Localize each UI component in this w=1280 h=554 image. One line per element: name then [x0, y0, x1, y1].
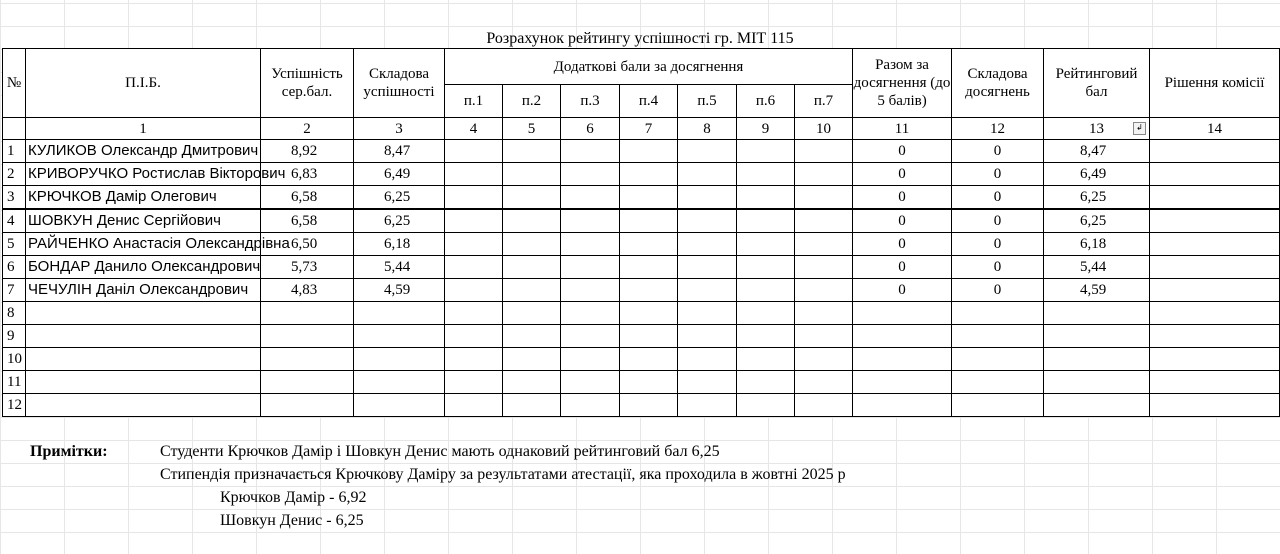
header-comp[interactable]: Складова успішності [354, 49, 445, 118]
cell-name[interactable]: ШОВКУН Денис Сергійович [26, 209, 261, 233]
col-num-label: 4 [469, 120, 478, 137]
cell-name[interactable] [26, 394, 261, 417]
cell-p4[interactable] [620, 209, 678, 233]
cell-comp[interactable]: 6,49 [354, 163, 445, 186]
cell-p6[interactable] [737, 394, 795, 417]
cell-rating[interactable]: 5,44 [1044, 256, 1150, 279]
cell-avg[interactable] [261, 302, 354, 325]
cell-ach-comp[interactable]: 0 [952, 163, 1044, 186]
cell-avg[interactable]: 4,83 [261, 279, 354, 302]
filter-dropdown-icon[interactable]: ↲ [1133, 122, 1146, 135]
col-num-label: 1 [139, 120, 147, 137]
col-num-label: 7 [644, 120, 653, 137]
cell-avg[interactable]: 6,58 [261, 186, 354, 210]
col-num-6[interactable] [561, 118, 620, 140]
cell-p3[interactable] [561, 233, 620, 256]
cell-ach-comp[interactable]: 0 [952, 140, 1044, 163]
table-row [3, 209, 1280, 233]
cell-total[interactable]: 0 [853, 140, 952, 163]
cell-avg[interactable]: 8,92 [261, 140, 354, 163]
cell-rating[interactable] [1044, 371, 1150, 394]
col-num-label: 6 [586, 120, 594, 137]
cell-total[interactable]: 0 [853, 256, 952, 279]
col-num-label: 11 [894, 120, 910, 137]
cell-p3[interactable] [561, 302, 620, 325]
note-line-2: Стипендія призначається Крючкову Даміру за результатами атестації, яка проходила в жовтні 2025 р [160, 466, 846, 483]
cell-p2[interactable] [503, 186, 561, 210]
cell-avg[interactable]: 5,73 [261, 256, 354, 279]
cell-ach-comp[interactable] [952, 394, 1044, 417]
table-row [3, 233, 1280, 256]
cell-p5[interactable] [678, 394, 737, 417]
cell-total[interactable]: 0 [853, 163, 952, 186]
cell-avg[interactable]: 6,50 [261, 233, 354, 256]
cell-no[interactable]: 8 [3, 302, 26, 325]
col-num-label: 9 [761, 120, 770, 137]
col-num-label: 12 [990, 120, 1006, 137]
cell-no[interactable]: 2 [3, 163, 26, 186]
cell-p6[interactable] [737, 256, 795, 279]
cell-avg[interactable] [261, 348, 354, 371]
table-row [3, 186, 1280, 210]
note-line-1: Студенти Крючков Дамір і Шовкун Денис мають однаковий рейтинговий бал 6,25 [160, 443, 720, 460]
cell-ach-comp[interactable] [952, 325, 1044, 348]
cell-avg[interactable] [261, 394, 354, 417]
cell-p1[interactable] [445, 325, 503, 348]
cell-p3[interactable] [561, 348, 620, 371]
cell-p2[interactable] [503, 371, 561, 394]
cell-p3[interactable] [561, 279, 620, 302]
cell-p3[interactable] [561, 186, 620, 210]
cell-p7[interactable] [795, 140, 853, 163]
cell-total[interactable]: 0 [853, 279, 952, 302]
cell-p1[interactable] [445, 233, 503, 256]
header-sub-p4[interactable]: п.4 [620, 85, 678, 118]
cell-total[interactable]: 0 [853, 186, 952, 210]
cell-p3[interactable] [561, 394, 620, 417]
header-name[interactable]: П.І.Б. [26, 49, 261, 118]
cell-p4[interactable] [620, 256, 678, 279]
col-num-label: 13 [1089, 120, 1105, 137]
cell-ach-comp[interactable]: 0 [952, 209, 1044, 233]
cell-decision[interactable] [1150, 394, 1280, 417]
cell-p1[interactable] [445, 348, 503, 371]
cell-p6[interactable] [737, 140, 795, 163]
col-num-8[interactable] [678, 118, 737, 140]
notes-label: Примітки: [30, 443, 108, 460]
cell-avg[interactable] [261, 371, 354, 394]
cell-p2[interactable] [503, 394, 561, 417]
cell-comp[interactable]: 4,59 [354, 279, 445, 302]
cell-p4[interactable] [620, 186, 678, 210]
cell-rating[interactable]: 8,47 [1044, 140, 1150, 163]
cell-p5[interactable] [678, 348, 737, 371]
cell-decision[interactable] [1150, 325, 1280, 348]
cell-p2[interactable] [503, 140, 561, 163]
table-row [3, 302, 1280, 325]
cell-p7[interactable] [795, 371, 853, 394]
cell-p1[interactable] [445, 186, 503, 210]
cell-name[interactable]: КУЛИКОВ Олександр Дмитрович [26, 140, 261, 163]
col-num-14[interactable] [1150, 118, 1280, 140]
cell-comp[interactable]: 8,47 [354, 140, 445, 163]
cell-p7[interactable] [795, 256, 853, 279]
cell-comp[interactable]: 6,25 [354, 186, 445, 210]
sheet-title: Розрахунок рейтингу успішності гр. МІТ 115 [486, 30, 794, 47]
cell-no[interactable]: 9 [3, 325, 26, 348]
cell-p7[interactable] [795, 325, 853, 348]
cell-p5[interactable] [678, 302, 737, 325]
cell-decision[interactable] [1150, 348, 1280, 371]
col-num-7[interactable] [620, 118, 678, 140]
cell-name[interactable] [26, 325, 261, 348]
cell-p5[interactable] [678, 209, 737, 233]
cell-p4[interactable] [620, 371, 678, 394]
cell-rating[interactable] [1044, 348, 1150, 371]
cell-ach-comp[interactable] [952, 348, 1044, 371]
cell-comp[interactable] [354, 325, 445, 348]
header-no[interactable]: № [3, 49, 26, 118]
cell-decision[interactable] [1150, 163, 1280, 186]
table-row [3, 325, 1280, 348]
cell-rating[interactable]: 6,25 [1044, 186, 1150, 210]
col-num-11[interactable] [853, 118, 952, 140]
cell-decision[interactable] [1150, 279, 1280, 302]
cell-p7[interactable] [795, 233, 853, 256]
col-num-label: 10 [816, 120, 831, 137]
cell-p6[interactable] [737, 279, 795, 302]
cell-p2[interactable] [503, 348, 561, 371]
header-sub-p1[interactable]: п.1 [445, 85, 503, 118]
cell-p1[interactable] [445, 394, 503, 417]
cell-ach-comp[interactable] [952, 371, 1044, 394]
cell-ach-comp[interactable]: 0 [952, 186, 1044, 210]
cell-name[interactable] [26, 371, 261, 394]
cell-no[interactable]: 7 [3, 279, 26, 302]
cell-total[interactable] [853, 394, 952, 417]
rating-table [2, 48, 1280, 417]
cell-p1[interactable] [445, 209, 503, 233]
header-sub-p2[interactable]: п.2 [503, 85, 561, 118]
cell-name[interactable]: РАЙЧЕНКО Анастасія Олександрівна [26, 233, 261, 256]
col-num-10[interactable] [795, 118, 853, 140]
cell-p5[interactable] [678, 279, 737, 302]
cell-p3[interactable] [561, 371, 620, 394]
cell-rating[interactable] [1044, 394, 1150, 417]
col-num-5[interactable] [503, 118, 561, 140]
cell-comp[interactable] [354, 371, 445, 394]
cell-ach-comp[interactable]: 0 [952, 256, 1044, 279]
cell-no[interactable]: 10 [3, 348, 26, 371]
cell-p3[interactable] [561, 256, 620, 279]
cell-p4[interactable] [620, 279, 678, 302]
cell-decision[interactable] [1150, 233, 1280, 256]
cell-p4[interactable] [620, 348, 678, 371]
cell-no[interactable]: 4 [3, 209, 26, 233]
cell-p3[interactable] [561, 325, 620, 348]
col-num-13[interactable] [1044, 118, 1150, 140]
cell-p7[interactable] [795, 348, 853, 371]
cell-total[interactable] [853, 371, 952, 394]
cell-p5[interactable] [678, 325, 737, 348]
cell-p7[interactable] [795, 163, 853, 186]
table-row [3, 348, 1280, 371]
cell-p2[interactable] [503, 279, 561, 302]
col-num-empty [3, 118, 26, 140]
cell-avg[interactable]: 6,58 [261, 209, 354, 233]
cell-p6[interactable] [737, 371, 795, 394]
cell-p2[interactable] [503, 163, 561, 186]
cell-name[interactable]: ЧЕЧУЛІН Даніл Олександрович [26, 279, 261, 302]
note-line-3: Крючков Дамір - 6,92 [220, 489, 367, 506]
cell-comp[interactable] [354, 394, 445, 417]
header-decision[interactable]: Рішення комісії [1150, 49, 1280, 118]
header-rating[interactable]: Рейтинговий бал [1044, 49, 1150, 118]
cell-p4[interactable] [620, 233, 678, 256]
col-num-3[interactable] [354, 118, 445, 140]
cell-p5[interactable] [678, 233, 737, 256]
cell-p6[interactable] [737, 325, 795, 348]
col-num-4[interactable] [445, 118, 503, 140]
table-row [3, 256, 1280, 279]
header-sub-p3[interactable]: п.3 [561, 85, 620, 118]
cell-p1[interactable] [445, 256, 503, 279]
cell-total[interactable] [853, 325, 952, 348]
cell-p7[interactable] [795, 279, 853, 302]
cell-name[interactable]: КРИВОРУЧКО Ростислав Вікторович [26, 163, 261, 186]
col-num-label: 14 [1207, 120, 1223, 137]
cell-p4[interactable] [620, 394, 678, 417]
header-total[interactable]: Разом за досягнення (до 5 балів) [853, 49, 952, 118]
cell-name[interactable] [26, 302, 261, 325]
cell-total[interactable] [853, 348, 952, 371]
cell-ach-comp[interactable]: 0 [952, 233, 1044, 256]
cell-p5[interactable] [678, 163, 737, 186]
cell-rating[interactable] [1044, 325, 1150, 348]
cell-total[interactable] [853, 302, 952, 325]
cell-decision[interactable] [1150, 371, 1280, 394]
cell-p4[interactable] [620, 302, 678, 325]
cell-p1[interactable] [445, 279, 503, 302]
header-ach-comp[interactable]: Складова досягнень [952, 49, 1044, 118]
note-line-4: Шовкун Денис - 6,25 [220, 512, 364, 529]
cell-p3[interactable] [561, 140, 620, 163]
cell-p1[interactable] [445, 163, 503, 186]
cell-rating[interactable] [1044, 302, 1150, 325]
table-row [3, 279, 1280, 302]
cell-comp[interactable]: 5,44 [354, 256, 445, 279]
cell-avg[interactable] [261, 325, 354, 348]
cell-no[interactable]: 3 [3, 186, 26, 210]
table-row [3, 140, 1280, 163]
cell-decision[interactable] [1150, 256, 1280, 279]
cell-rating[interactable]: 6,49 [1044, 163, 1150, 186]
cell-no[interactable]: 12 [3, 394, 26, 417]
cell-p5[interactable] [678, 140, 737, 163]
cell-ach-comp[interactable]: 0 [952, 279, 1044, 302]
cell-name[interactable] [26, 348, 261, 371]
col-num-2[interactable] [261, 118, 354, 140]
col-num-9[interactable] [737, 118, 795, 140]
cell-p3[interactable] [561, 163, 620, 186]
cell-no[interactable]: 5 [3, 233, 26, 256]
cell-no[interactable]: 6 [3, 256, 26, 279]
cell-p1[interactable] [445, 371, 503, 394]
cell-comp[interactable] [354, 302, 445, 325]
col-num-1[interactable] [26, 118, 261, 140]
cell-no[interactable]: 11 [3, 371, 26, 394]
cell-p7[interactable] [795, 186, 853, 210]
cell-ach-comp[interactable] [952, 302, 1044, 325]
col-num-label: 5 [527, 120, 536, 137]
cell-decision[interactable] [1150, 186, 1280, 210]
cell-p1[interactable] [445, 302, 503, 325]
cell-comp[interactable] [354, 348, 445, 371]
cell-decision[interactable] [1150, 209, 1280, 233]
table-row [3, 371, 1280, 394]
cell-p4[interactable] [620, 163, 678, 186]
cell-name[interactable]: БОНДАР Данило Олександрович [26, 256, 261, 279]
cell-rating[interactable]: 6,18 [1044, 233, 1150, 256]
cell-rating[interactable]: 4,59 [1044, 279, 1150, 302]
header-sub-p6[interactable]: п.6 [737, 85, 795, 118]
cell-comp[interactable]: 6,18 [354, 233, 445, 256]
cell-p6[interactable] [737, 302, 795, 325]
cell-p6[interactable] [737, 348, 795, 371]
cell-p6[interactable] [737, 186, 795, 210]
cell-decision[interactable] [1150, 140, 1280, 163]
col-num-label: 3 [395, 120, 403, 137]
cell-p7[interactable] [795, 302, 853, 325]
cell-avg[interactable]: 6,83 [261, 163, 354, 186]
cell-p5[interactable] [678, 186, 737, 210]
cell-p2[interactable] [503, 256, 561, 279]
col-num-label: 8 [703, 120, 711, 137]
cell-p2[interactable] [503, 209, 561, 233]
header-sub-p7[interactable]: п.7 [795, 85, 853, 118]
table-row [3, 394, 1280, 417]
header-sub-p5[interactable]: п.5 [678, 85, 737, 118]
cell-p7[interactable] [795, 394, 853, 417]
cell-p5[interactable] [678, 256, 737, 279]
col-num-label: 2 [303, 120, 311, 137]
cell-p1[interactable] [445, 140, 503, 163]
cell-comp[interactable]: 6,25 [354, 209, 445, 233]
table-row [3, 163, 1280, 186]
cell-total[interactable]: 0 [853, 233, 952, 256]
cell-p7[interactable] [795, 209, 853, 233]
cell-p4[interactable] [620, 325, 678, 348]
cell-total[interactable]: 0 [853, 209, 952, 233]
cell-p6[interactable] [737, 163, 795, 186]
cell-no[interactable]: 1 [3, 140, 26, 163]
cell-p2[interactable] [503, 302, 561, 325]
cell-p6[interactable] [737, 233, 795, 256]
cell-name[interactable]: КРЮЧКОВ Дамір Олегович [26, 186, 261, 210]
cell-decision[interactable] [1150, 302, 1280, 325]
col-num-12[interactable] [952, 118, 1044, 140]
cell-p6[interactable] [737, 209, 795, 233]
cell-p3[interactable] [561, 209, 620, 233]
header-avg[interactable]: Успішність сер.бал. [261, 49, 354, 118]
cell-p4[interactable] [620, 140, 678, 163]
cell-p2[interactable] [503, 325, 561, 348]
header-extra[interactable]: Додаткові бали за досягнення [445, 49, 853, 85]
cell-rating[interactable]: 6,25 [1044, 209, 1150, 233]
cell-p5[interactable] [678, 371, 737, 394]
cell-p2[interactable] [503, 233, 561, 256]
